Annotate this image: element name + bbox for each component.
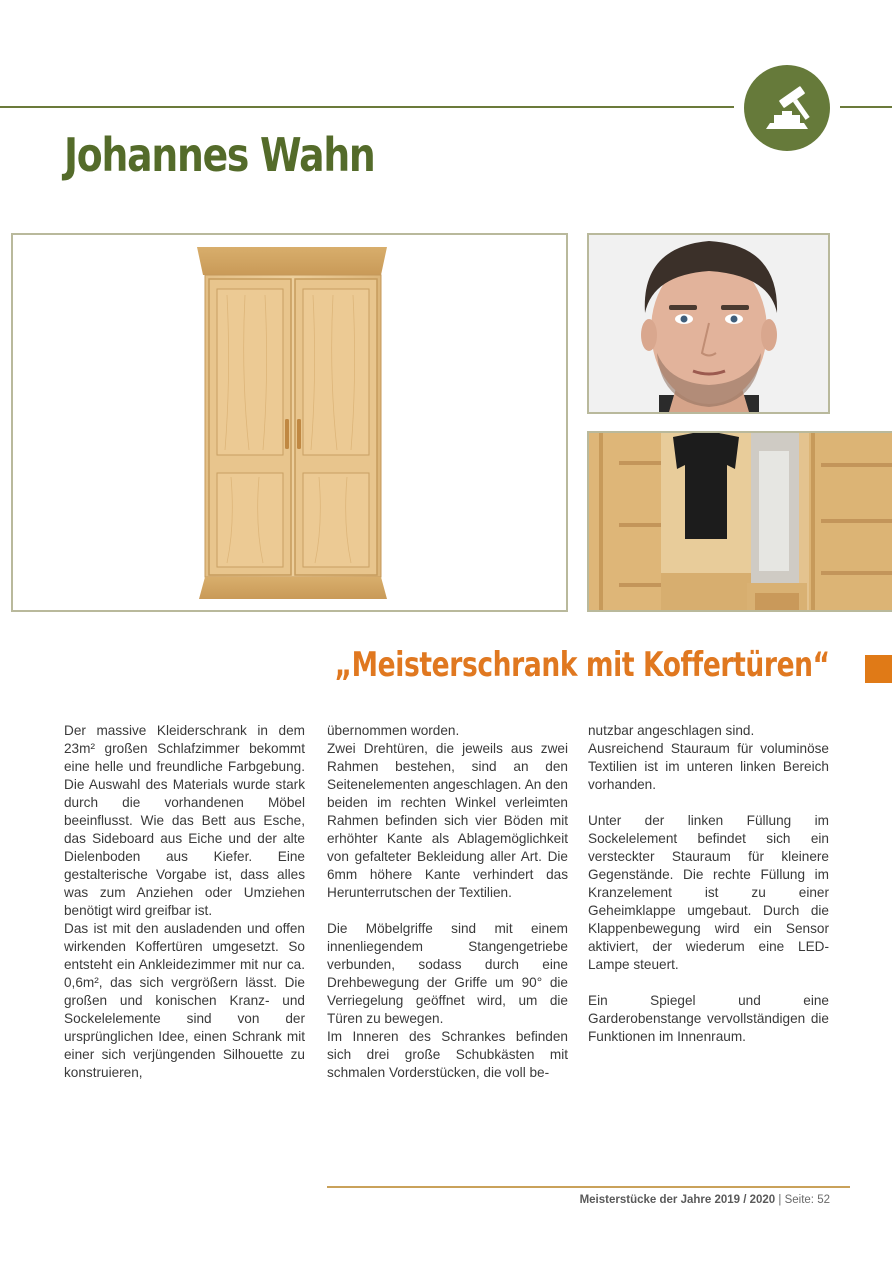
- text-column-1: [64, 722, 305, 1082]
- portrait-photo: [587, 233, 830, 414]
- plane-hammer-icon: [744, 65, 830, 151]
- paragraph: Im Inneren des Schrankes befinden sich drei große Schubkästen mit schmalen Vorderstücken, die voll be-: [327, 1029, 568, 1080]
- paragraph: Das ist mit den ausladenden und offen wirkenden Koffertüren umgesetzt. So entsteht ein Ankleidezimmer mit nur ca. 0,6m², das sich vergrößern lässt. Die großen und konischen Kranz- und Sockelelemente sind von der ursprünglichen Idee, einen Schrank mit einer sich verjüngenden Silhouette zu konstruieren,: [64, 921, 305, 1080]
- text-column-2: [327, 722, 568, 1082]
- paragraph: Zwei Drehtüren, die jeweils aus zwei Rahmen bestehen, sind an den Seitenelementen angeschlagen. An den beiden im rechten Winkel verleimten Rahmen befinden sich vier Böden mit erhöhter Kante als Ablagemöglichkeit von gefalteter Bekleidung aller Art. Die 6mm höhere Kante verhindert das Herunterrutschen der Textilien.: [327, 741, 568, 900]
- page-title: Johannes Wahn: [64, 128, 375, 182]
- footer-rule: [327, 1186, 850, 1188]
- carpentry-logo: [744, 65, 830, 151]
- text-column-3: [588, 722, 829, 1046]
- wardrobe-interior-photo: [587, 431, 892, 612]
- paragraph: übernommen worden.: [327, 723, 460, 738]
- wardrobe-photo: [11, 233, 568, 612]
- section-marker: [865, 655, 892, 683]
- paragraph: nutzbar angeschlagen sind.: [588, 723, 755, 738]
- paragraph: Die Möbelgriffe sind mit einem innenliegendem Stangengetriebe verbunden, sodass durch eine Drehbewegung der Griffe um 90° die Verriegelung geöffnet wird, um die Türen zu bewegen.: [327, 921, 568, 1026]
- paragraph: Unter der linken Füllung im Sockelelement befindet sich ein versteckter Stauraum für kleinere Gegenstände. Die rechte Füllung im Kranzelement ist zu einer Geheimklappe umgebaut. Durch die Klappenbewegung wird ein Sensor aktiviert, der wiederum eine LED-Lampe steuert.: [588, 813, 829, 972]
- page-number: Seite: 52: [784, 1194, 830, 1206]
- paragraph: Der massive Kleiderschrank in dem 23m² großen Schlafzimmer bekommt eine helle und freundliche Farbgebung. Die Auswahl des Materials wurde stark durch die vorhandenen Möbel beeinflusst. Wie das Bett aus Esche, das Sideboard aus Eiche und der alte Dielenboden aus Kiefer. Eine gestalterische Vorgabe ist, dass alles was zum Anziehen oder Umziehen benötigt wird greifbar ist.: [64, 723, 305, 918]
- page-footer: [580, 1194, 830, 1206]
- publication-name: Meisterstücke der Jahre 2019 / 2020: [579, 1194, 776, 1206]
- footer-separator: |: [775, 1194, 785, 1206]
- header-rule-right: [840, 106, 892, 108]
- paragraph: Ein Spiegel und eine Garderobenstange vervollständigen die Funktionen im Innenraum.: [588, 993, 829, 1044]
- paragraph: Ausreichend Stauraum für voluminöse Textilien ist im unteren linken Bereich vorhanden.: [588, 741, 829, 792]
- article-subtitle: „Meisterschrank mit Koffertüren“: [334, 645, 830, 685]
- header-rule-left: [0, 106, 734, 108]
